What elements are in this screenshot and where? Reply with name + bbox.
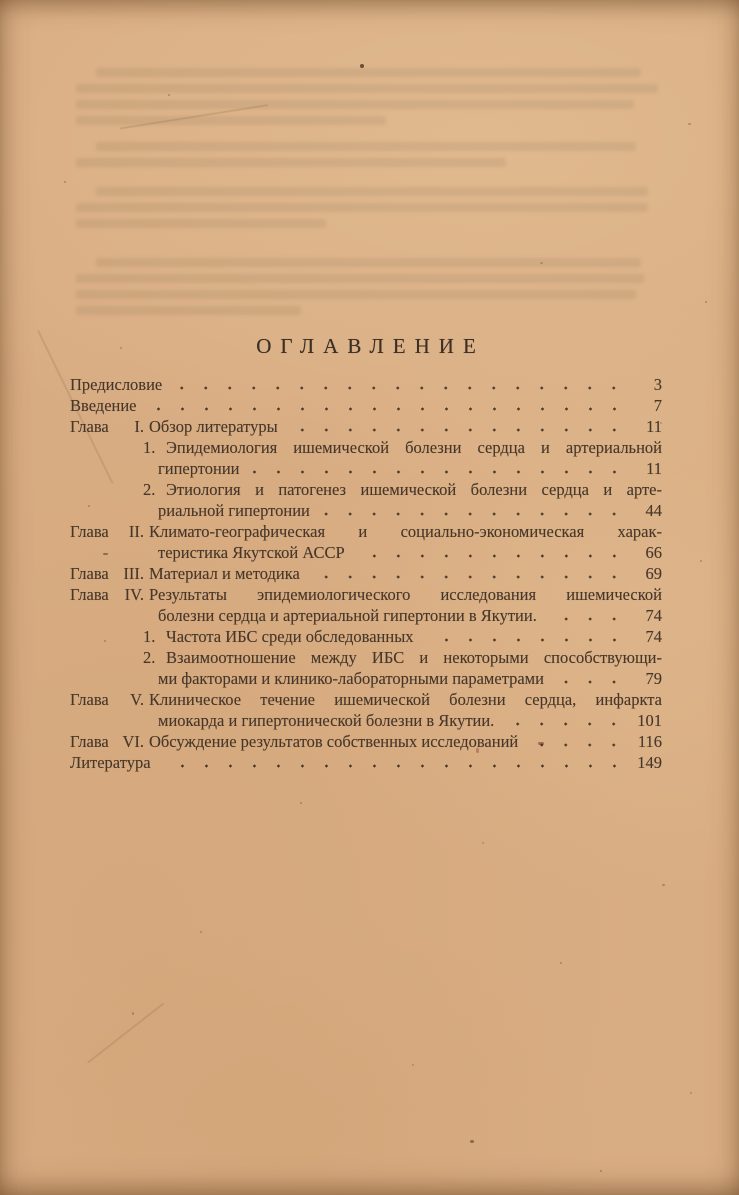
entry-page-number: 11 [646, 417, 662, 436]
dot-leader [554, 668, 628, 689]
chapter-label [70, 416, 144, 437]
toc-row [70, 752, 662, 773]
entry-page-number: 149 [637, 753, 662, 772]
entry-title: миокарда и гипертонической болезни в Якутии. [158, 711, 495, 730]
entry-page-number: 79 [645, 669, 662, 688]
entry-title: Клиническое течение ишемической болезни сердца, инфаркта [149, 690, 662, 709]
entry-title: болезни сердца и артериальной гипертонии в Якутии. [158, 606, 537, 625]
toc-row [70, 710, 662, 731]
subitem-number: 2. [143, 480, 156, 499]
toc-row [70, 584, 662, 605]
toc-row [70, 500, 662, 521]
dot-leader [355, 542, 628, 563]
dot-leader [172, 374, 628, 395]
entry-title: Литература [70, 753, 151, 772]
toc-row [70, 479, 662, 500]
entry-title: Обсуждение результатов собственных исследований [149, 732, 519, 751]
entry-title: Взаимоотношение между ИБС и некоторыми способствующи- [166, 648, 662, 667]
entry-title: Обзор литературы [149, 417, 278, 436]
chapter-label [70, 521, 144, 542]
entry-title: Этиология и патогенез ишемической болезни сердца и арте- [166, 480, 662, 499]
dot-leader [147, 395, 628, 416]
subitem-number: 1. [143, 438, 156, 457]
entry-page-number: 74 [645, 606, 662, 625]
toc-row [70, 542, 662, 563]
chapter-numeral: III. [123, 564, 144, 583]
toc-row [70, 458, 662, 479]
chapter-label [70, 563, 144, 584]
toc-row [70, 395, 662, 416]
subitem-number: 2. [143, 648, 156, 667]
entry-title: Климато-географическая и социально-экономическая харак- [149, 522, 662, 541]
entry-title: ми факторами и клинико-лабораторными параметрами [158, 669, 544, 688]
chapter-word: Глава [70, 585, 109, 604]
entry-page-number: 66 [645, 543, 662, 562]
entry-title: Предисловие [70, 375, 163, 394]
toc-row [70, 416, 662, 437]
chapter-word: Глава [70, 564, 109, 583]
entry-page-number: 44 [645, 501, 662, 520]
chapter-numeral: VI. [122, 732, 144, 751]
chapter-word: Глава [70, 522, 109, 541]
entry-title: Материал и методика [149, 564, 300, 583]
toc-row [70, 731, 662, 752]
toc-row [70, 689, 662, 710]
entry-page-number: 101 [637, 711, 662, 730]
dot-leader [504, 710, 628, 731]
dot-leader [310, 563, 628, 584]
toc-row [70, 647, 662, 668]
entry-title: теристика Якутской АССР [158, 543, 345, 562]
dot-leader [250, 458, 628, 479]
chapter-word: Глава [70, 417, 109, 436]
toc-row [70, 437, 662, 458]
chapter-label [70, 584, 144, 605]
chapter-numeral: V. [130, 690, 144, 709]
chapter-word: Глава [70, 690, 109, 709]
chapter-numeral: IV. [124, 585, 144, 604]
dot-leader [424, 626, 628, 647]
entry-page-number: 74 [645, 627, 662, 646]
subitem-number: 1. [143, 627, 156, 646]
toc-row [70, 521, 662, 542]
chapter-label [70, 731, 144, 752]
entry-title: Результаты эпидемиологического исследования ишемической [149, 585, 662, 604]
toc-row [70, 668, 662, 689]
entry-title: Эпидемиология ишемической болезни сердца и артериальной [166, 438, 662, 457]
table-of-contents [70, 374, 662, 773]
toc-row [70, 605, 662, 626]
dot-leader [161, 752, 628, 773]
entry-title: Частота ИБС среди обследованных [166, 627, 414, 646]
entry-title: Введение [70, 396, 137, 415]
entry-page-number: 7 [653, 396, 662, 415]
entry-page-number: 116 [637, 732, 662, 751]
entry-page-number: 69 [645, 564, 662, 583]
dot-leader [320, 500, 628, 521]
dot-leader [288, 416, 628, 437]
entry-page-number: 3 [653, 375, 662, 394]
chapter-word: Глава [70, 732, 109, 751]
entry-title: гипертонии [158, 459, 240, 478]
chapter-label [70, 689, 144, 710]
entry-title: риальной гипертонии [158, 501, 310, 520]
chapter-numeral: I. [134, 417, 144, 436]
entry-page-number: 11 [646, 459, 662, 478]
chapter-numeral: II. [128, 522, 144, 541]
dot-leader [547, 605, 628, 626]
toc-row [70, 563, 662, 584]
toc-row [70, 374, 662, 395]
page-title: ОГЛАВЛЕНИЕ [256, 334, 485, 358]
toc-row [70, 626, 662, 647]
dot-leader [528, 731, 628, 752]
